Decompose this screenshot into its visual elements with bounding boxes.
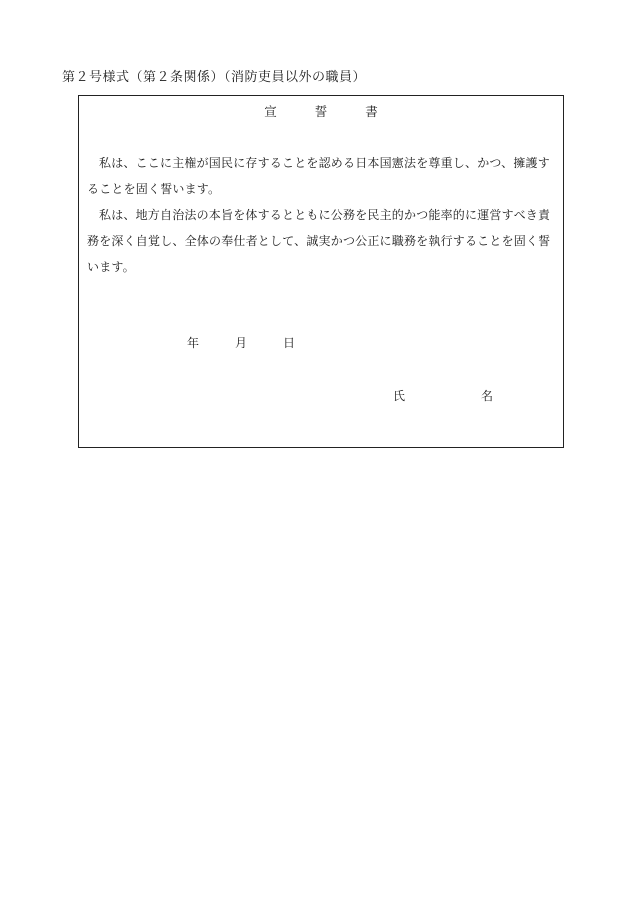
date-year-label: 年 [187, 336, 200, 350]
name-label-second: 名 [481, 389, 494, 403]
oath-paragraph-constitution: 私は、ここに主権が国民に存することを認める日本国憲法を尊重し、かつ、擁護することを固く誓います。 [87, 156, 550, 196]
date-day-label: 日 [283, 336, 296, 350]
oath-body [87, 150, 557, 280]
oath-title-char: 書 [365, 104, 378, 119]
oath-title-char: 宣 [264, 104, 277, 119]
date-field [187, 334, 295, 351]
oath-paragraph-duties: 私は、地方自治法の本旨を体するとともに公務を民主的かつ能率的に運営すべき責務を深く自覚し、全体の奉仕者として、誠実かつ公正に職務を執行することを固く誓います。 [87, 208, 551, 274]
form-number-label: 第２号様式（第２条関係）（消防吏員以外の職員） [62, 70, 367, 85]
oath-document-frame [78, 95, 564, 448]
name-label-first: 氏 [393, 389, 406, 403]
oath-title [79, 102, 563, 120]
date-month-label: 月 [235, 336, 248, 350]
name-field [393, 387, 493, 404]
oath-title-char: 誓 [314, 104, 328, 119]
